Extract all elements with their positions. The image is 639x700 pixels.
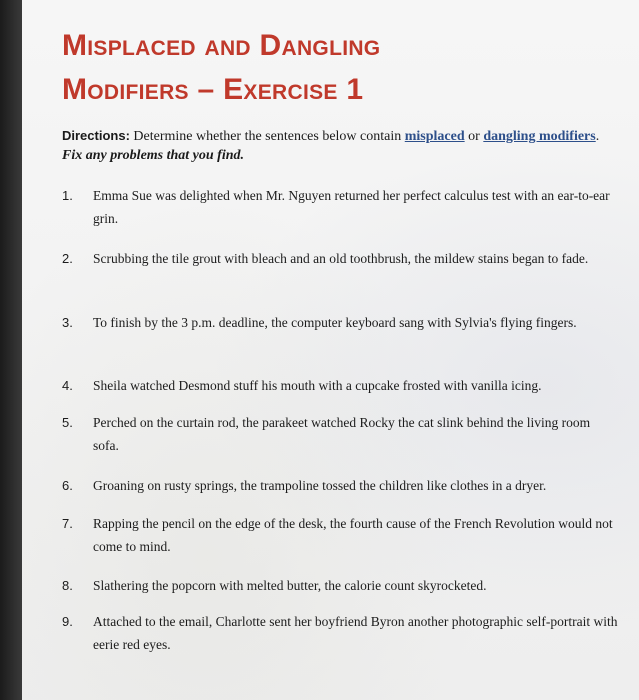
misplaced-link[interactable]: misplaced <box>404 129 465 144</box>
item-sentence: Perched on the curtain rod, the parakeet watched Rocky the cat slink behind the living room sofa. <box>93 415 591 453</box>
item-number: 3. <box>62 315 73 330</box>
item-number: 6. <box>62 478 73 493</box>
directions <box>62 126 602 165</box>
item-number: 7. <box>62 516 73 531</box>
item-number: 9. <box>62 614 73 629</box>
item-sentence: Rapping the pencil on the edge of the desk, the fourth cause of the French Revolution would not come to mind. <box>93 516 613 554</box>
directions-text-after: . <box>595 129 600 144</box>
page-edge-shadow <box>0 0 22 700</box>
item-sentence: Groaning on rusty springs, the trampoline tossed the children like clothes in a dryer. <box>93 478 547 493</box>
directions-text-before: Determine whether the sentences below contain <box>129 129 405 144</box>
item-sentence: Attached to the email, Charlotte sent her boyfriend Byron another photographic self-portrait with eerie red eyes. <box>93 614 618 652</box>
page-title <box>62 24 622 112</box>
worksheet-page <box>22 0 639 700</box>
directions-text-between: or <box>464 129 484 144</box>
item-number: 5. <box>62 415 73 430</box>
title-line-1: Misplaced and Dangling <box>62 29 381 62</box>
dangling-modifiers-link[interactable]: dangling modifiers <box>483 129 596 144</box>
item-number: 2. <box>62 251 73 266</box>
item-sentence: Sheila watched Desmond stuff his mouth with a cupcake frosted with vanilla icing. <box>93 378 542 393</box>
title-line-2: Modifiers – Exercise 1 <box>62 73 364 106</box>
item-sentence: To finish by the 3 p.m. deadline, the computer keyboard sang with Sylvia's flying fingers. <box>93 315 577 330</box>
directions-instruction: Fix any problems that you find. <box>62 148 245 163</box>
directions-label: Directions: <box>62 128 130 143</box>
item-sentence: Slathering the popcorn with melted butter, the calorie count skyrocketed. <box>93 578 487 593</box>
item-number: 8. <box>62 578 73 593</box>
item-sentence: Emma Sue was delighted when Mr. Nguyen returned her perfect calculus test with an ear-to-ear grin. <box>93 188 610 226</box>
item-sentence: Scrubbing the tile grout with bleach and an old toothbrush, the mildew stains began to fade. <box>93 251 589 266</box>
item-number: 4. <box>62 378 73 393</box>
item-number: 1. <box>62 188 73 203</box>
